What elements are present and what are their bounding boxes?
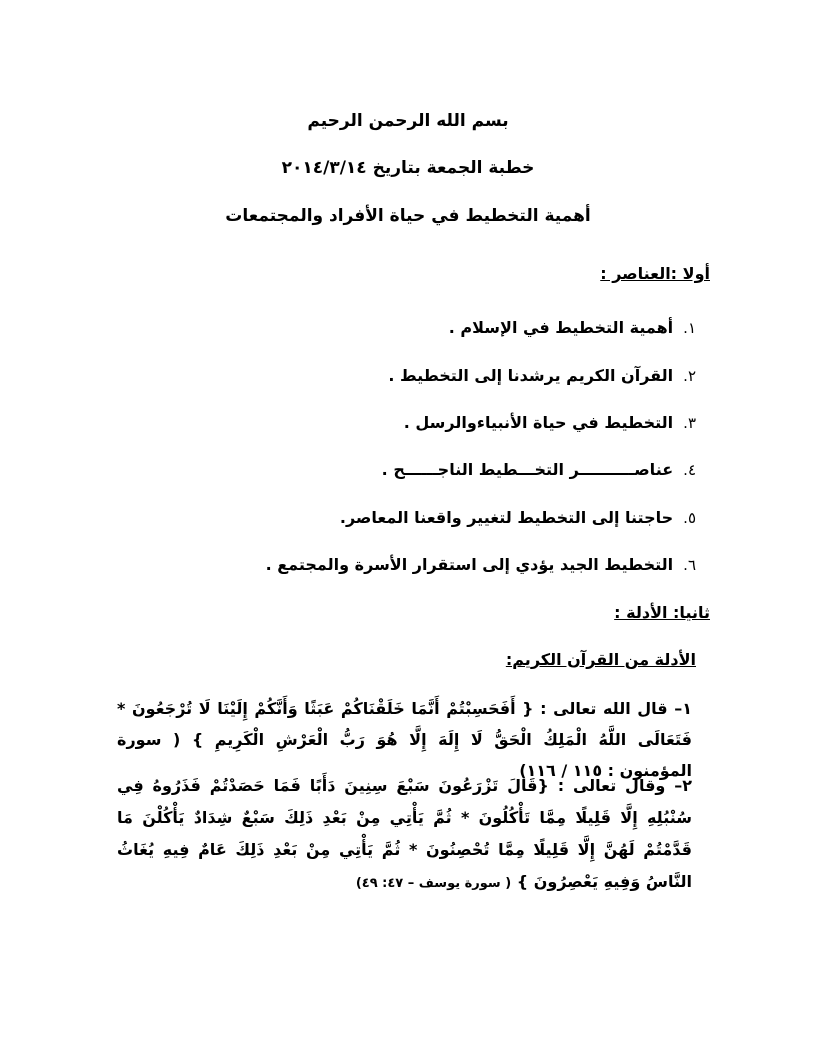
quran-evidence-subheading: الأدلة من القرآن الكريم: — [505, 650, 696, 669]
basmala: بسم الله الرحمن الرحيم — [307, 111, 509, 131]
list-item — [388, 366, 696, 385]
list-item-number: ٣. — [683, 414, 696, 432]
list-item-text: أهمية التخطيط في الإسلام . — [448, 318, 674, 337]
list-item-text: حاجتنا إلى التخطيط لتغيير واقعنا المعاصر. — [339, 508, 674, 527]
evidence-paragraph-1-text: ١– قال الله تعالى : { أَفَحَسِبْتُمْ أَنَّمَا خَلَقْنَاكُمْ عَبَثًا وَأَنَّكُمْ إِلَيْنَا لَا تُرْجَعُونَ * فَتَعَالَى اللَّهُ الْمَلِكُ الْحَقُّ لَا إِلَهَ إِلَّا هُوَ رَبُّ الْعَرْشِ الْكَرِيمِ } ( سورة المؤمنون : ١١٥ / ١١٦) — [117, 699, 692, 780]
list-item-text: التخطيط في حياة الأنبياءوالرسل . — [403, 413, 674, 432]
list-item — [340, 508, 696, 527]
elements-heading: أولا :العناصر : — [600, 264, 710, 283]
evidence-paragraph-2-text: ٢– وقال تعالى : {قَالَ تَزْرَعُونَ سَبْعَ سِنِينَ دَأَبًا فَمَا حَصَدْتُمْ فَذَرُوهُ فِي سُنْبُلِهِ إِلَّا قَلِيلًا مِمَّا تَأْكُلُونَ * ثُمَّ يَأْتِي مِنْ بَعْدِ ذَلِكَ سَبْعٌ شِدَادٌ يَأْكُلْنَ مَا قَدَّمْتُمْ لَهُنَّ إِلَّا قَلِيلًا مِمَّا تُحْصِنُونَ * ثُمَّ يَأْتِي مِنْ بَعْدِ ذَلِكَ عَامٌ فِيهِ يُغَاثُ النَّاسُ وَفِيهِ يَعْصِرُونَ } — [117, 776, 692, 891]
list-item-number: ٢. — [683, 367, 696, 385]
list-item-text: التخطيط الجيد يؤدي إلى استقرار الأسرة والمجتمع . — [265, 555, 674, 574]
list-item — [266, 555, 696, 574]
evidence-paragraph-2 — [117, 770, 692, 900]
list-item — [449, 318, 696, 337]
evidence-heading: ثانيا: الأدلة : — [614, 603, 710, 622]
evidence-paragraph-2-reference: ( سورة يوسف – ٤٧: ٤٩) — [355, 876, 512, 891]
list-item-number: ٤. — [683, 461, 696, 479]
topic-title: أهمية التخطيط في حياة الأفراد والمجتمعات — [225, 206, 591, 226]
list-item-text: عناصــــــــــر التخـــطيط الناجــــــح . — [381, 460, 674, 479]
list-item-text: القرآن الكريم يرشدنا إلى التخطيط . — [388, 366, 674, 385]
list-item-number: ٥. — [683, 509, 696, 527]
list-item-number: ٦. — [683, 556, 696, 574]
list-item — [404, 413, 696, 432]
list-item-number: ١. — [683, 319, 696, 337]
khutbah-date: خطبة الجمعة بتاريخ ٢٠١٤/٣/١٤ — [281, 158, 535, 178]
list-item — [382, 460, 696, 479]
